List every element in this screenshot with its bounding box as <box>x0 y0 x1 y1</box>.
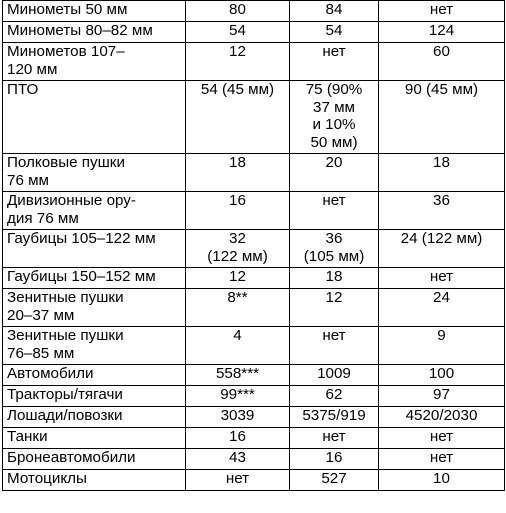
value-cell: 60 <box>379 43 505 81</box>
row-label-cell: Минометы 50 мм <box>3 1 186 22</box>
value-cell: 20 <box>290 154 379 192</box>
table-row <box>3 1 505 22</box>
value-cell: нет <box>186 470 290 491</box>
table-row <box>3 192 505 230</box>
table-row <box>3 289 505 327</box>
value-cell: 5375/919 <box>290 407 379 428</box>
equipment-table <box>2 0 505 491</box>
value-cell: 84 <box>290 1 379 22</box>
row-label-cell: Зенитные пушки 20–37 мм <box>3 289 186 327</box>
value-cell: нет <box>290 428 379 449</box>
value-cell: нет <box>379 428 505 449</box>
value-cell: 100 <box>379 365 505 386</box>
value-cell: 18 <box>186 154 290 192</box>
value-cell: 80 <box>186 1 290 22</box>
table-row <box>3 449 505 470</box>
value-cell: 75 (90% 37 мм и 10% 50 мм) <box>290 81 379 154</box>
row-label-cell: Гаубицы 105–122 мм <box>3 230 186 268</box>
value-cell: 18 <box>290 268 379 289</box>
value-cell: 36 (105 мм) <box>290 230 379 268</box>
value-cell: нет <box>290 43 379 81</box>
table-body <box>3 1 505 491</box>
value-cell: 527 <box>290 470 379 491</box>
value-cell: нет <box>290 192 379 230</box>
table-row <box>3 407 505 428</box>
row-label-cell: Мотоциклы <box>3 470 186 491</box>
value-cell: 99*** <box>186 386 290 407</box>
table-row <box>3 327 505 365</box>
value-cell: 36 <box>379 192 505 230</box>
value-cell: 8** <box>186 289 290 327</box>
row-label-cell: Зенитные пушки 76–85 мм <box>3 327 186 365</box>
value-cell: 97 <box>379 386 505 407</box>
table-row <box>3 386 505 407</box>
value-cell: 16 <box>186 428 290 449</box>
value-cell: 12 <box>186 268 290 289</box>
value-cell: 54 <box>290 22 379 43</box>
value-cell: 12 <box>290 289 379 327</box>
value-cell: 9 <box>379 327 505 365</box>
row-label-cell: ПТО <box>3 81 186 154</box>
table-row <box>3 268 505 289</box>
value-cell: 54 <box>186 22 290 43</box>
value-cell: 43 <box>186 449 290 470</box>
value-cell: 124 <box>379 22 505 43</box>
row-label-cell: Автомобили <box>3 365 186 386</box>
value-cell: 4 <box>186 327 290 365</box>
value-cell: 24 <box>379 289 505 327</box>
value-cell: 18 <box>379 154 505 192</box>
row-label-cell: Танки <box>3 428 186 449</box>
row-label-cell: Минометы 80–82 мм <box>3 22 186 43</box>
table-row <box>3 81 505 154</box>
table-row <box>3 470 505 491</box>
value-cell: 10 <box>379 470 505 491</box>
value-cell: 32 (122 мм) <box>186 230 290 268</box>
value-cell: 12 <box>186 43 290 81</box>
value-cell: нет <box>379 268 505 289</box>
row-label-cell: Тракторы/тягачи <box>3 386 186 407</box>
value-cell: 16 <box>290 449 379 470</box>
value-cell: 558*** <box>186 365 290 386</box>
value-cell: 4520/2030 <box>379 407 505 428</box>
row-label-cell: Полковые пушки 76 мм <box>3 154 186 192</box>
value-cell: 62 <box>290 386 379 407</box>
value-cell: 24 (122 мм) <box>379 230 505 268</box>
value-cell: 1009 <box>290 365 379 386</box>
table-row <box>3 230 505 268</box>
value-cell: нет <box>290 327 379 365</box>
table-row <box>3 428 505 449</box>
value-cell: 54 (45 мм) <box>186 81 290 154</box>
row-label-cell: Дивизионные ору- дия 76 мм <box>3 192 186 230</box>
table-row <box>3 43 505 81</box>
row-label-cell: Минометов 107– 120 мм <box>3 43 186 81</box>
table-row <box>3 22 505 43</box>
row-label-cell: Лошади/повозки <box>3 407 186 428</box>
value-cell: 3039 <box>186 407 290 428</box>
table-row <box>3 154 505 192</box>
value-cell: нет <box>379 1 505 22</box>
value-cell: 90 (45 мм) <box>379 81 505 154</box>
value-cell: 16 <box>186 192 290 230</box>
value-cell: нет <box>379 449 505 470</box>
row-label-cell: Гаубицы 150–152 мм <box>3 268 186 289</box>
row-label-cell: Бронеавтомобили <box>3 449 186 470</box>
table-row <box>3 365 505 386</box>
